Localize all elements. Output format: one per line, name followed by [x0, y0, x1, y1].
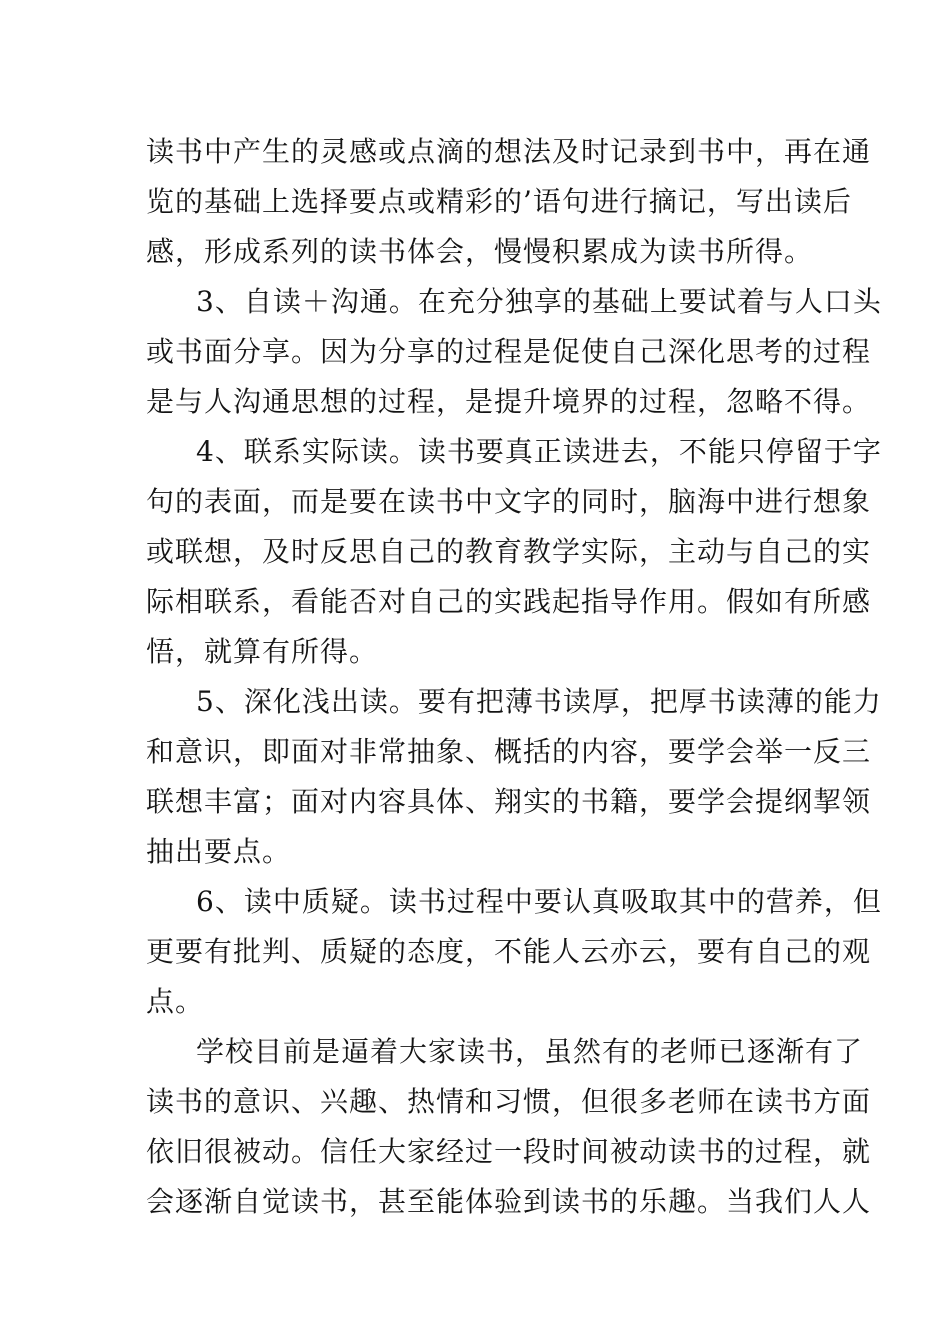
text-line: 悟，就算有所得。 — [146, 635, 379, 668]
text-line: 抽出要点。 — [146, 835, 292, 868]
text-line: 读书中产生的灵感或点滴的想法及时记录到书中，再在通 — [146, 135, 872, 168]
text-line: 依旧很被动。信任大家经过一段时间被动读书的过程，就 — [146, 1135, 872, 1168]
paragraph-4-first-line: 4、联系实际读。读书要真正读进去，不能只停留于字 — [196, 435, 882, 468]
text-line: 或书面分享。因为分享的过程是促使自己深化思考的过程 — [146, 335, 872, 368]
text-line: 会逐渐自觉读书，甚至能体验到读书的乐趣。当我们人人 — [146, 1185, 872, 1218]
text-line: 是与人沟通思想的过程，是提升境界的过程，忽略不得。 — [146, 385, 872, 418]
text-line: 览的基础上选择要点或精彩的’语句进行摘记，写出读后 — [146, 185, 852, 218]
paragraph-6-first-line: 6、读中质疑。读书过程中要认真吸取其中的营养，但 — [196, 885, 882, 918]
text-line: 句的表面，而是要在读书中文字的同时，脑海中进行想象 — [146, 485, 872, 518]
text-line: 际相联系，看能否对自己的实践起指导作用。假如有所感 — [146, 585, 872, 618]
text-line: 联想丰富；面对内容具体、翔实的书籍，要学会提纲挈领 — [146, 785, 872, 818]
paragraph-3-first-line: 3、自读＋沟通。在充分独享的基础上要试着与人口头 — [196, 285, 882, 318]
text-line: 和意识，即面对非常抽象、概括的内容，要学会举一反三 — [146, 735, 872, 768]
text-line: 更要有批判、质疑的态度，不能人云亦云，要有自己的观 — [146, 935, 872, 968]
text-line: 读书的意识、兴趣、热情和习惯，但很多老师在读书方面 — [146, 1085, 872, 1118]
text-line: 或联想，及时反思自己的教育教学实际，主动与自己的实 — [146, 535, 872, 568]
paragraph-5-first-line: 5、深化浅出读。要有把薄书读厚，把厚书读薄的能力 — [196, 685, 882, 718]
text-line: 感，形成系列的读书体会，慢慢积累成为读书所得。 — [146, 235, 814, 268]
text-line: 点。 — [146, 985, 205, 1018]
closing-paragraph-first-line: 学校目前是逼着大家读书，虽然有的老师已逐渐有了 — [196, 1035, 864, 1068]
